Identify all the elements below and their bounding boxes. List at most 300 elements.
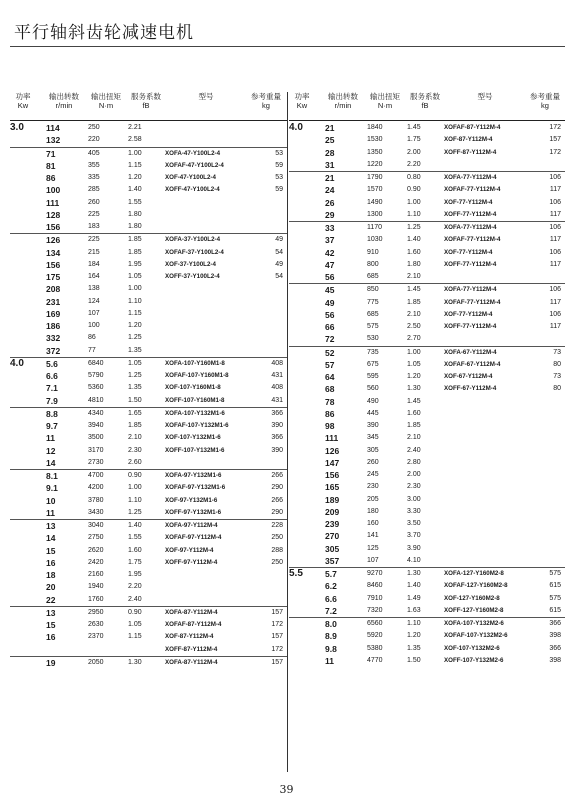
cell-rpm: 15: [46, 545, 56, 556]
cell-nm: 225: [88, 236, 100, 244]
cell-nm: 3170: [88, 446, 104, 454]
cell-nm: 2950: [88, 608, 104, 616]
cell-model: XOFA-47-Y100L2-4: [165, 149, 221, 157]
cell-nm: 205: [367, 495, 379, 503]
cell-kg: 54: [275, 248, 283, 256]
cell-model: XOFAF-127-Y160M2-8: [444, 582, 508, 590]
cell-rpm: 186: [46, 321, 61, 331]
cell-nm: 260: [88, 198, 100, 206]
table-row: [10, 197, 287, 209]
cell-model: XOF-67-Y112M-4: [444, 373, 493, 380]
page-title: 平行轴斜齿轮减速电机: [14, 23, 194, 43]
cell-fb: 2.70: [407, 335, 421, 343]
cell-fb: 1.10: [128, 496, 142, 504]
cell-nm: 220: [88, 136, 100, 144]
cell-fb: 2.30: [407, 483, 421, 491]
cell-rpm: 169: [46, 308, 61, 319]
table-row: [289, 221, 565, 234]
cell-rpm: 20: [46, 582, 56, 593]
cell-nm: 1790: [367, 174, 383, 181]
cell-kg: 157: [549, 136, 561, 144]
cell-rpm: 126: [325, 445, 340, 456]
cell-nm: 3940: [88, 422, 104, 429]
cell-model: XOFAF-87-Y112M-4: [444, 124, 501, 131]
cell-fb: 3.70: [407, 532, 421, 540]
cell-fb: 2.20: [407, 160, 421, 168]
cell-fb: 4.10: [407, 556, 421, 564]
cell-nm: 86: [88, 334, 96, 342]
cell-nm: 3430: [88, 508, 104, 516]
cell-fb: 1.00: [128, 484, 142, 492]
table-row: [10, 532, 287, 544]
table-row: [10, 122, 287, 134]
cell-rpm: 18: [46, 570, 56, 580]
cell-nm: 4810: [88, 396, 104, 404]
cell-nm: 260: [367, 458, 379, 466]
cell-nm: 215: [88, 248, 100, 256]
cell-rpm: 156: [46, 259, 61, 270]
cell-nm: 1530: [367, 136, 383, 144]
cell-nm: 3780: [88, 496, 104, 504]
table-row: [10, 445, 287, 457]
cell-kg: 157: [271, 633, 283, 641]
cell-kg: 53: [275, 174, 283, 181]
cell-fb: 1.60: [407, 248, 421, 256]
table-row: [10, 495, 287, 507]
cell-nm: 2370: [88, 633, 104, 641]
cell-model: XOF-77-Y112M-4: [444, 310, 493, 318]
table-row: [289, 283, 565, 296]
spec-table: [10, 92, 565, 772]
cell-rpm: 16: [46, 632, 56, 643]
cell-fb: 1.25: [128, 334, 142, 342]
cell-kg: 53: [275, 149, 283, 157]
cell-model: XOFF-107-Y160M1-8: [165, 396, 225, 404]
table-row: [10, 557, 287, 569]
cell-rpm: 147: [325, 457, 340, 468]
cell-rpm: 8.8: [46, 408, 58, 419]
table-row: [10, 147, 287, 160]
cell-nm: 285: [88, 186, 100, 194]
cell-rpm: 31: [325, 159, 335, 170]
cell-nm: 735: [367, 348, 379, 356]
cell-fb: 1.85: [407, 298, 421, 306]
cell-nm: 5790: [88, 372, 104, 379]
cell-kg: 172: [271, 645, 283, 653]
cell-model: XOF-87-Y112M-4: [165, 633, 214, 641]
cell-nm: 3040: [88, 522, 104, 529]
cell-rpm: 6.6: [325, 593, 337, 604]
cell-nm: 160: [367, 520, 379, 527]
cell-kg: 266: [271, 472, 283, 479]
cell-rpm: 81: [46, 160, 56, 171]
cell-nm: 775: [367, 298, 379, 306]
table-row: [289, 420, 565, 432]
cell-rpm: 42: [325, 247, 335, 258]
cell-rpm: 21: [325, 173, 335, 183]
cell-kg: 117: [549, 260, 561, 268]
cell-fb: 1.40: [407, 582, 421, 590]
cell-rpm: 78: [325, 396, 335, 407]
cell-model: XOFAF-37-Y100L2-4: [165, 248, 224, 256]
cell-kg: 390: [271, 422, 283, 429]
table-row: [289, 297, 565, 309]
table-row: [10, 432, 287, 444]
cell-fb: 1.60: [128, 546, 142, 554]
cell-fb: 1.25: [407, 224, 421, 231]
table-row: [289, 469, 565, 481]
cell-nm: 2730: [88, 458, 104, 466]
cell-fb: 2.10: [407, 434, 421, 442]
cell-rpm: 231: [46, 296, 61, 307]
cell-model: XOF-107-Y160M1-8: [165, 384, 221, 392]
cell-fb: 2.00: [407, 471, 421, 478]
cell-fb: 1.45: [407, 397, 421, 405]
cell-nm: 1760: [88, 595, 104, 603]
cell-kg: 266: [271, 496, 283, 504]
table-row: [289, 321, 565, 333]
cell-nm: 9270: [367, 570, 383, 577]
table-row: [289, 494, 565, 506]
cell-fb: 1.30: [407, 570, 421, 577]
cell-rpm: 7.9: [46, 395, 58, 406]
cell-rpm: 45: [325, 285, 335, 296]
cell-nm: 3500: [88, 434, 104, 442]
cell-fb: 3.50: [407, 520, 421, 527]
cell-fb: 0.80: [407, 174, 421, 181]
header-kg: 参考重量 kg: [530, 92, 560, 110]
cell-nm: 107: [367, 556, 379, 564]
cell-nm: 230: [367, 483, 379, 491]
cell-fb: 0.90: [128, 608, 142, 616]
table-row: [289, 247, 565, 259]
cell-nm: 4340: [88, 409, 104, 417]
cell-fb: 1.35: [128, 384, 142, 392]
cell-kg: 80: [553, 360, 561, 368]
table-row: [289, 171, 565, 184]
table-row: [10, 395, 287, 407]
cell-kg: 80: [553, 385, 561, 393]
cell-nm: 4700: [88, 472, 104, 479]
table-row: [10, 507, 287, 519]
cell-rpm: 5.7: [325, 569, 337, 579]
cell-nm: 445: [367, 409, 379, 417]
cell-model: XOFF-87-Y112M-4: [165, 645, 218, 653]
cell-nm: 675: [367, 360, 379, 368]
cell-nm: 5360: [88, 384, 104, 392]
header-model: 型号: [477, 92, 493, 101]
table-row: [289, 197, 565, 209]
cell-nm: 1300: [367, 210, 383, 218]
cell-nm: 355: [88, 161, 100, 169]
table-row: [289, 506, 565, 518]
cell-nm: 6560: [367, 620, 383, 627]
table-row: [10, 320, 287, 332]
cell-rpm: 26: [325, 197, 335, 208]
cell-model: XOFA-97-Y112M-4: [165, 522, 218, 529]
cell-nm: 124: [88, 297, 100, 305]
cell-nm: 141: [367, 532, 379, 540]
cell-kg: 172: [549, 148, 561, 156]
cell-nm: 164: [88, 273, 100, 280]
cell-fb: 2.80: [407, 458, 421, 466]
cell-nm: 8460: [367, 582, 383, 590]
cell-nm: 107: [88, 309, 100, 317]
cell-rpm: 86: [46, 173, 56, 183]
cell-rpm: 14: [46, 457, 56, 468]
cell-rpm: 56: [325, 272, 335, 282]
cell-rpm: 175: [46, 272, 61, 282]
cell-kg: 290: [271, 508, 283, 516]
table-header-right: [289, 92, 565, 118]
cell-rpm: 7.1: [46, 383, 58, 394]
cell-kg: 73: [553, 373, 561, 380]
cell-rpm: 24: [325, 185, 335, 196]
cell-rpm: 12: [46, 445, 56, 456]
cell-model: XOFA-77-Y112M-4: [444, 174, 497, 181]
table-row: [10, 656, 287, 669]
cell-nm: 910: [367, 248, 379, 256]
cell-fb: 1.95: [128, 260, 142, 268]
cell-model: XOFF-97-Y112M-4: [165, 558, 218, 566]
table-row: [10, 271, 287, 283]
cell-rpm: 5.6: [46, 358, 58, 369]
cell-kg: 408: [271, 359, 283, 367]
cell-nm: 4200: [88, 484, 104, 492]
table-row: [289, 159, 565, 171]
cell-nm: 2620: [88, 546, 104, 554]
cell-rpm: 114: [46, 123, 60, 133]
page-number: 39: [279, 783, 294, 796]
table-row: [289, 259, 565, 271]
cell-nm: 125: [367, 544, 379, 552]
cell-kg: 59: [275, 161, 283, 169]
cell-fb: 2.00: [407, 148, 421, 156]
cell-nm: 183: [88, 223, 100, 230]
table-body-left: [10, 122, 287, 669]
cell-nm: 685: [367, 310, 379, 318]
table-row: [10, 420, 287, 432]
cell-model: XOFA-77-Y112M-4: [444, 224, 497, 231]
cell-model: XOFF-77-Y112M-4: [444, 323, 497, 330]
table-row: [289, 567, 565, 580]
table-body-right: [289, 122, 565, 667]
cell-fb: 1.10: [128, 297, 142, 305]
cell-nm: 2160: [88, 571, 104, 578]
cell-model: XOFAF-77-Y112M-4: [444, 186, 501, 194]
cell-fb: 1.49: [407, 594, 421, 602]
cell-rpm: 9.8: [325, 643, 337, 654]
cell-kg: 106: [549, 174, 561, 181]
cell-fb: 2.60: [128, 458, 142, 466]
cell-nm: 685: [367, 273, 379, 280]
table-row: [289, 457, 565, 469]
cell-model: XOFF-77-Y112M-4: [444, 210, 497, 218]
table-row: [289, 383, 565, 395]
cell-kg: 106: [549, 286, 561, 294]
table-row: [10, 296, 287, 308]
cell-kg: 106: [549, 198, 561, 206]
cell-rpm: 72: [325, 334, 335, 345]
cell-fb: 1.85: [128, 236, 142, 244]
table-row: [10, 233, 287, 246]
cell-rpm: 57: [325, 359, 335, 370]
cell-fb: 1.05: [128, 273, 142, 280]
cell-model: XOFA-87-Y112M-4: [165, 608, 218, 616]
cell-kg: 615: [549, 606, 561, 614]
cell-fb: 1.55: [128, 534, 142, 542]
cell-kg: 117: [549, 236, 561, 244]
table-row: [10, 308, 287, 320]
cell-fb: 2.30: [128, 446, 142, 454]
cell-model: XOFAF-77-Y112M-4: [444, 236, 501, 244]
cell-fb: 1.60: [407, 409, 421, 417]
cell-rpm: 270: [325, 531, 340, 542]
cell-rpm: 10: [46, 495, 56, 506]
table-row: [10, 134, 287, 146]
table-row: [10, 382, 287, 394]
cell-fb: 1.00: [128, 285, 142, 293]
cell-rpm: 372: [46, 345, 61, 356]
cell-fb: 0.90: [407, 186, 421, 194]
table-right-half: [289, 92, 565, 772]
cell-rpm: 49: [325, 297, 335, 308]
cell-fb: 1.00: [407, 348, 421, 356]
cell-rpm: 29: [325, 209, 335, 220]
cell-model: XOFA-87-Y112M-4: [165, 658, 218, 666]
cell-fb: 1.80: [407, 260, 421, 268]
cell-fb: 2.10: [407, 310, 421, 318]
cell-nm: 800: [367, 260, 379, 268]
table-row: [289, 445, 565, 457]
cell-rpm: 52: [325, 347, 335, 358]
cell-model: XOFA-107-Y132M1-6: [165, 409, 225, 417]
cell-nm: 180: [367, 507, 379, 515]
cell-rpm: 11: [46, 433, 55, 444]
cell-kg: 366: [271, 434, 283, 442]
cell-kg: 157: [271, 608, 283, 616]
cell-fb: 1.63: [407, 606, 421, 614]
cell-nm: 5920: [367, 632, 383, 640]
cell-nm: 345: [367, 434, 379, 442]
cell-rpm: 8.9: [325, 631, 337, 642]
cell-fb: 2.40: [407, 446, 421, 454]
cell-fb: 1.85: [128, 422, 142, 429]
cell-rpm: 47: [325, 259, 335, 270]
cell-kg: 117: [549, 323, 561, 330]
cell-nm: 2050: [88, 658, 104, 666]
power-value: 4.0: [10, 357, 24, 369]
cell-rpm: 9.7: [46, 421, 58, 431]
cell-model: XOFA-77-Y112M-4: [444, 286, 497, 294]
header-torque: 输出扭矩 N·m: [91, 92, 121, 110]
cell-kg: 172: [549, 124, 561, 131]
cell-rpm: 25: [325, 135, 335, 146]
cell-nm: 6840: [88, 359, 104, 367]
cell-nm: 250: [88, 124, 100, 131]
cell-kg: 106: [549, 224, 561, 231]
table-row: [10, 172, 287, 184]
header-kg: 参考重量 kg: [251, 92, 281, 110]
cell-fb: 1.80: [128, 223, 142, 230]
cell-rpm: 13: [46, 607, 56, 618]
cell-rpm: 19: [46, 657, 56, 668]
cell-fb: 1.40: [407, 236, 421, 244]
table-row: [289, 134, 565, 146]
table-row: [289, 580, 565, 592]
cell-nm: 100: [88, 322, 100, 329]
cell-fb: 1.10: [407, 620, 421, 627]
table-row: [10, 221, 287, 233]
cell-kg: 431: [271, 372, 283, 379]
cell-nm: 595: [367, 373, 379, 380]
power-value: 5.5: [289, 568, 303, 579]
cell-fb: 1.05: [407, 360, 421, 368]
cell-rpm: 11: [46, 507, 55, 518]
table-row: [289, 518, 565, 530]
cell-kg: 288: [271, 546, 283, 554]
cell-kg: 398: [549, 632, 561, 640]
cell-fb: 1.15: [128, 161, 142, 169]
table-row: [10, 619, 287, 631]
cell-model: XOFA-37-Y100L2-4: [165, 236, 221, 244]
cell-model: XOFAF-107-Y132M1-6: [165, 422, 229, 429]
table-row: [10, 259, 287, 271]
table-row: [10, 407, 287, 420]
cell-model: XOFAF-87-Y112M-4: [165, 621, 222, 628]
cell-fb: 1.75: [407, 136, 421, 144]
header-model: 型号: [198, 92, 214, 101]
cell-kg: 106: [549, 248, 561, 256]
table-row: [289, 346, 565, 359]
header-power: 功率 Kw: [15, 92, 31, 110]
cell-kg: 390: [271, 446, 283, 454]
table-row: [10, 247, 287, 259]
table-row: [289, 530, 565, 542]
cell-rpm: 7.2: [325, 605, 337, 616]
cell-model: XOF-107-Y132M1-6: [165, 434, 221, 442]
cell-kg: 228: [271, 522, 283, 529]
cell-rpm: 357: [325, 555, 340, 566]
header-fb: 服务系数 fB: [131, 92, 161, 110]
cell-kg: 290: [271, 484, 283, 492]
cell-kg: 366: [271, 409, 283, 417]
cell-fb: 3.90: [407, 544, 421, 552]
cell-fb: 1.35: [128, 346, 142, 354]
cell-nm: 850: [367, 286, 379, 294]
cell-model: XOFAF-47-Y100L2-4: [165, 161, 224, 169]
cell-model: XOFAF-97-Y132M1-6: [165, 484, 226, 492]
cell-nm: 77: [88, 346, 96, 354]
cell-model: XOF-107-Y132M2-6: [444, 644, 500, 652]
cell-rpm: 208: [46, 284, 61, 295]
cell-fb: 1.15: [128, 309, 142, 317]
cell-model: XOFAF-107-Y160M1-8: [165, 372, 229, 379]
cell-fb: 1.25: [128, 508, 142, 516]
cell-kg: 575: [549, 594, 561, 602]
cell-model: XOFF-107-Y132M2-6: [444, 656, 504, 664]
table-row: [289, 617, 565, 630]
cell-rpm: 128: [46, 209, 61, 220]
cell-kg: 366: [549, 620, 561, 627]
table-row: [289, 543, 565, 555]
cell-nm: 390: [367, 422, 379, 429]
cell-fb: 2.40: [128, 595, 142, 603]
cell-rpm: 64: [325, 372, 335, 382]
cell-nm: 305: [367, 446, 379, 454]
cell-kg: 157: [271, 658, 283, 666]
cell-model: XOFAF-107-Y132M2-6: [444, 632, 508, 640]
